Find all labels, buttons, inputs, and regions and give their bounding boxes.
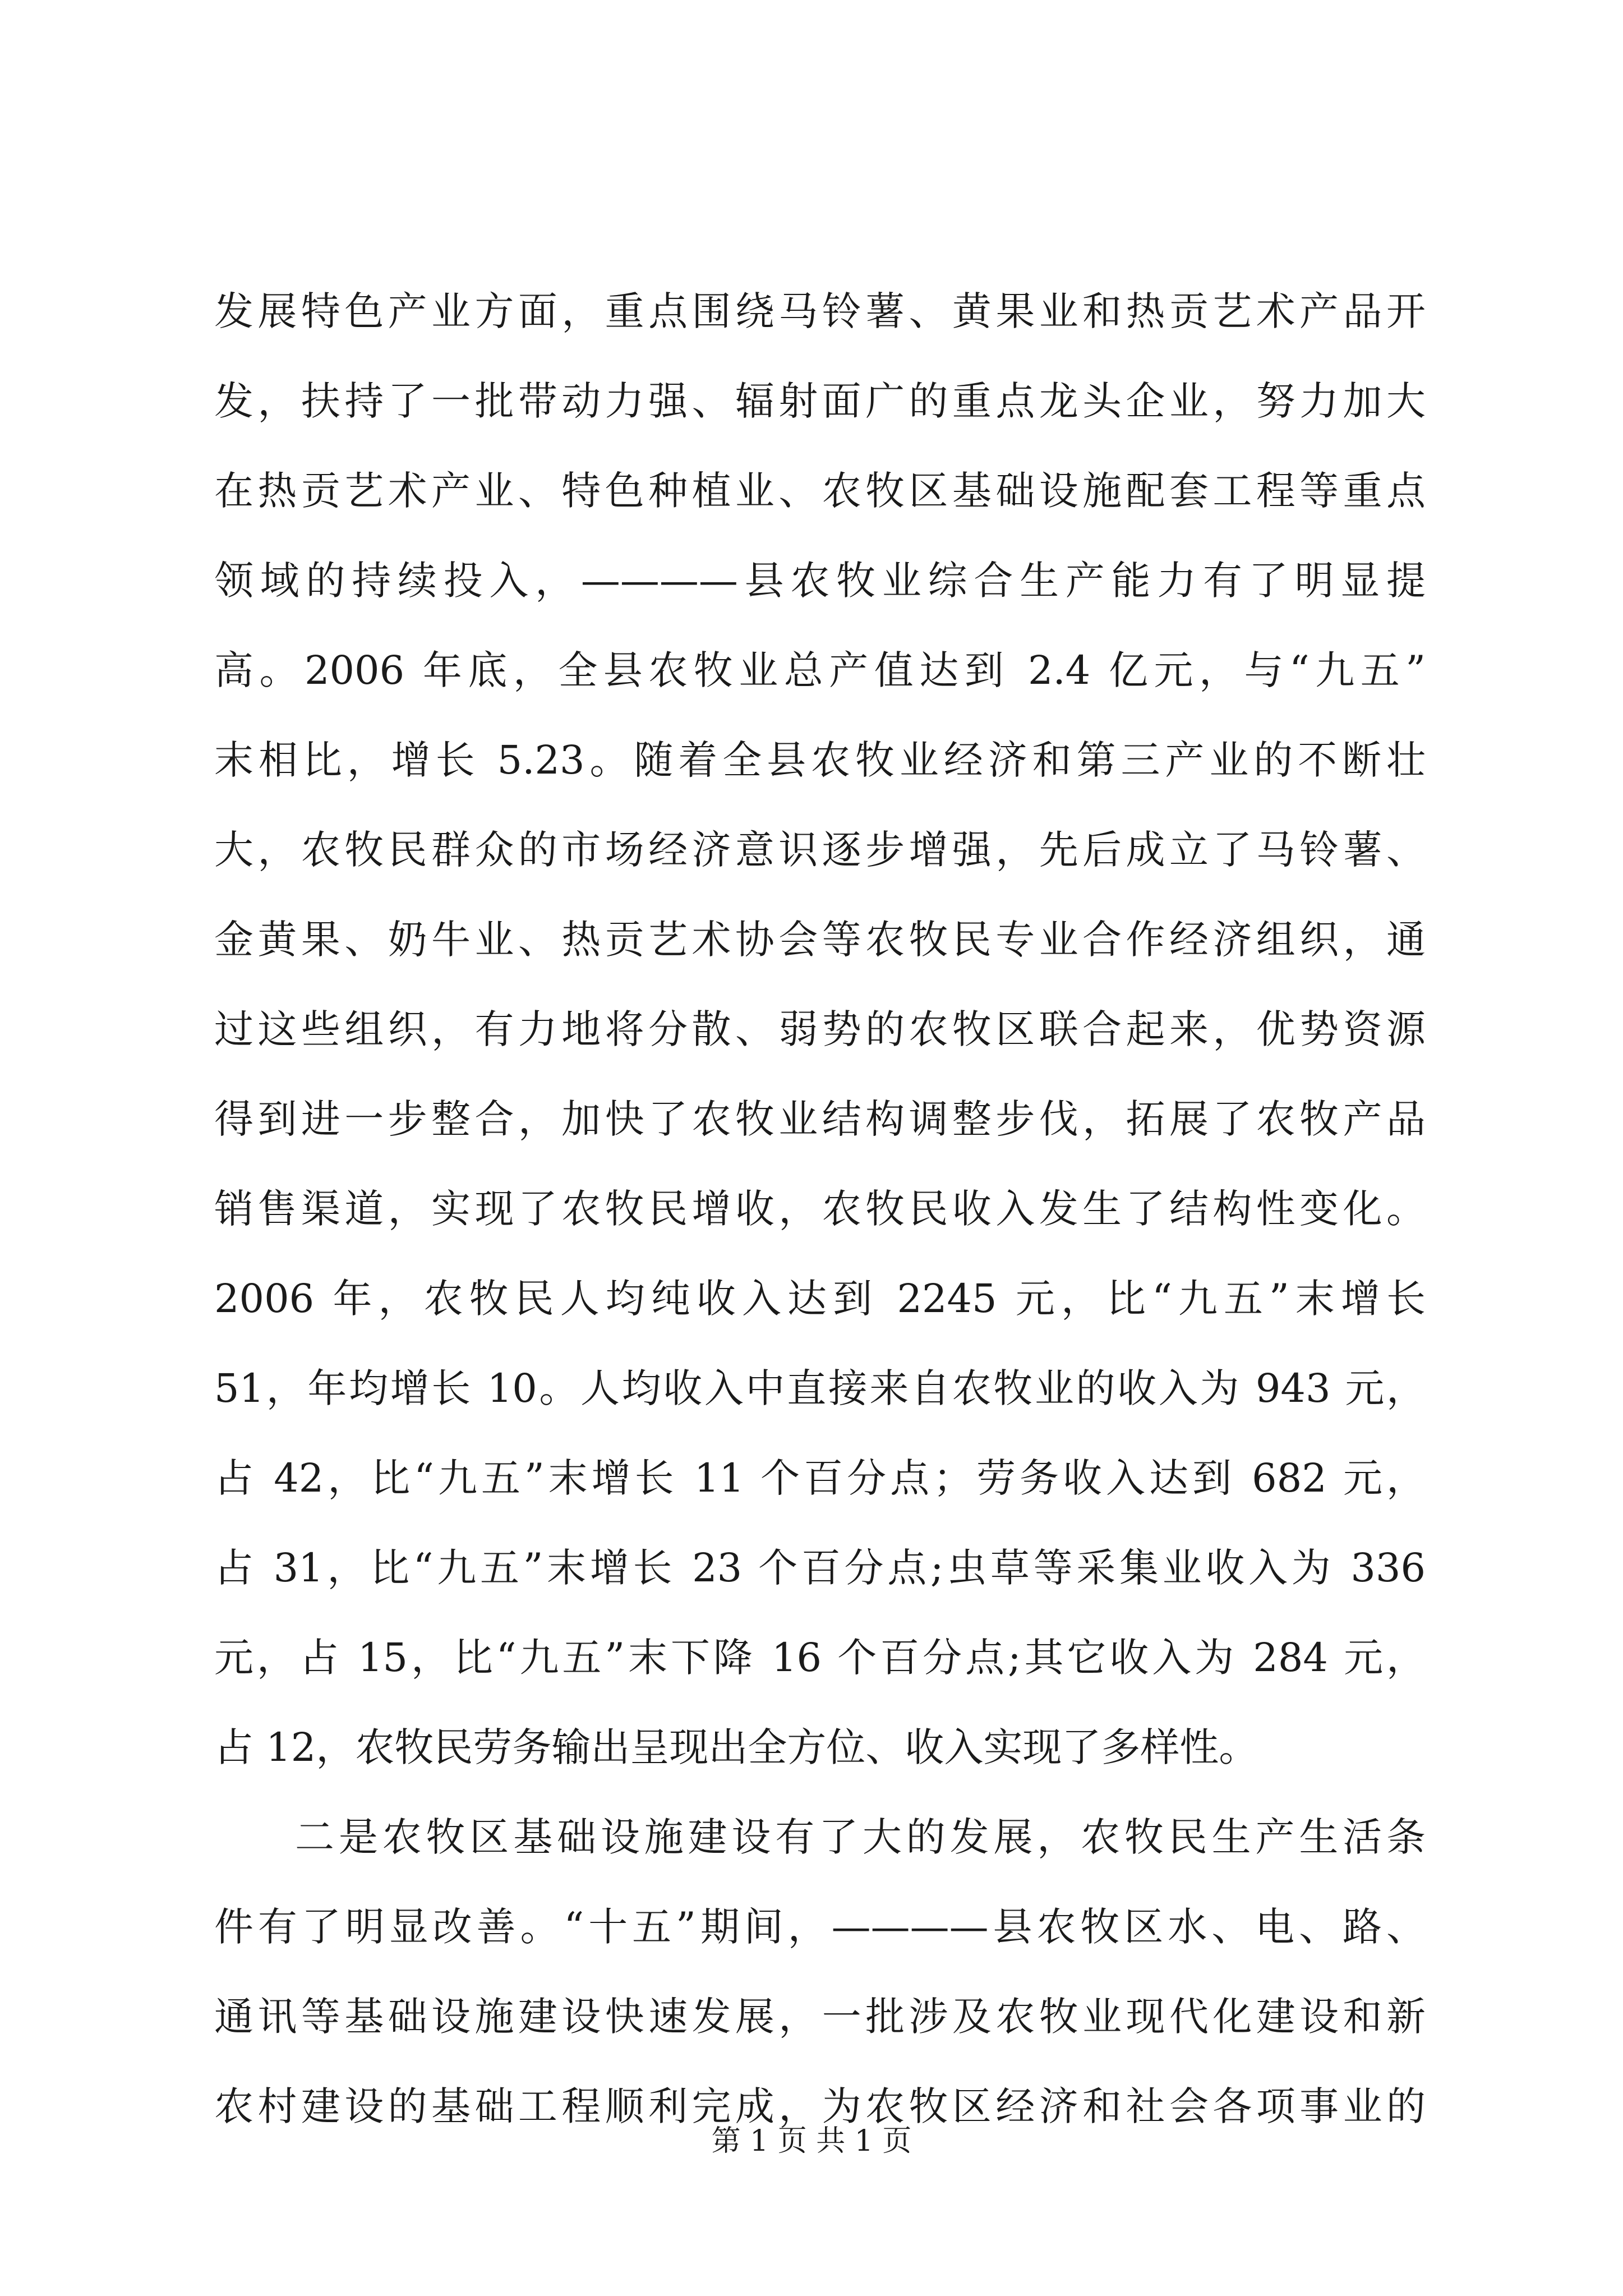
body-text [214, 266, 1426, 2151]
text-line: 大，农牧民群众的市场经济意识逐步增强，先后成立了马铃薯、 [214, 827, 1426, 873]
text-line: 发展特色产业方面，重点围绕马铃薯、黄果业和热贡艺术产品开 [214, 288, 1426, 334]
text-line: 得到进一步整合，加快了农牧业结构调整步伐，拓展了农牧产品 [214, 1096, 1426, 1142]
text-line: 农村建设的基础工程顺利完成，为农牧区经济和社会各项事业的 [214, 2083, 1426, 2129]
text-line: 销售渠道，实现了农牧民增收，农牧民收入发生了结构性变化。 [214, 1186, 1426, 1232]
text-line: 领域的持续投入，————县农牧业综合生产能力有了明显提 [214, 558, 1426, 604]
page-number-label: 第 1 页 共 1 页 [711, 2124, 912, 2158]
text-line: 在热贡艺术产业、特色种植业、农牧区基础设施配套工程等重点 [214, 468, 1426, 514]
text-line: 通讯等基础设施建设快速发展，一批涉及农牧业现代化建设和新 [214, 1994, 1426, 2040]
text-line: 发，扶持了一批带动力强、辐射面广的重点龙头企业，努力加大 [214, 378, 1426, 424]
text-line: 二是农牧区基础设施建设有了大的发展，农牧民生产生活条 [295, 1814, 1426, 1860]
text-line: 件有了明显改善。“十五”期间，————县农牧区水、电、路、 [214, 1904, 1426, 1950]
text-line: 占 31，比“九五”末增长 23 个百分点;虫草等采集业收入为 336 [214, 1545, 1426, 1591]
text-line: 金黄果、奶牛业、热贡艺术协会等农牧民专业合作经济组织，通 [214, 917, 1426, 963]
text-line: 元，占 15，比“九五”末下降 16 个百分点;其它收入为 284 元， [214, 1635, 1426, 1681]
text-line: 占 42，比“九五”末增长 11 个百分点；劳务收入达到 682 元， [214, 1455, 1426, 1501]
paragraph-2 [214, 1792, 1426, 2151]
text-line: 末相比，增长 5.23。随着全县农牧业经济和第三产业的不断壮 [214, 737, 1426, 783]
text-line: 高。2006 年底，全县农牧业总产值达到 2.4 亿元，与“九五” [214, 647, 1426, 693]
paragraph-1 [214, 266, 1426, 1792]
text-line: 占 12，农牧民劳务输出呈现出全方位、收入实现了多样性。 [214, 1724, 1258, 1770]
page-footer [0, 2122, 1623, 2161]
text-line: 2006 年，农牧民人均纯收入达到 2245 元，比“九五”末增长 [214, 1276, 1426, 1322]
text-line: 过这些组织，有力地将分散、弱势的农牧区联合起来，优势资源 [214, 1006, 1426, 1052]
text-line: 51，年均增长 10。人均收入中直接来自农牧业的收入为 943 元， [214, 1365, 1426, 1411]
